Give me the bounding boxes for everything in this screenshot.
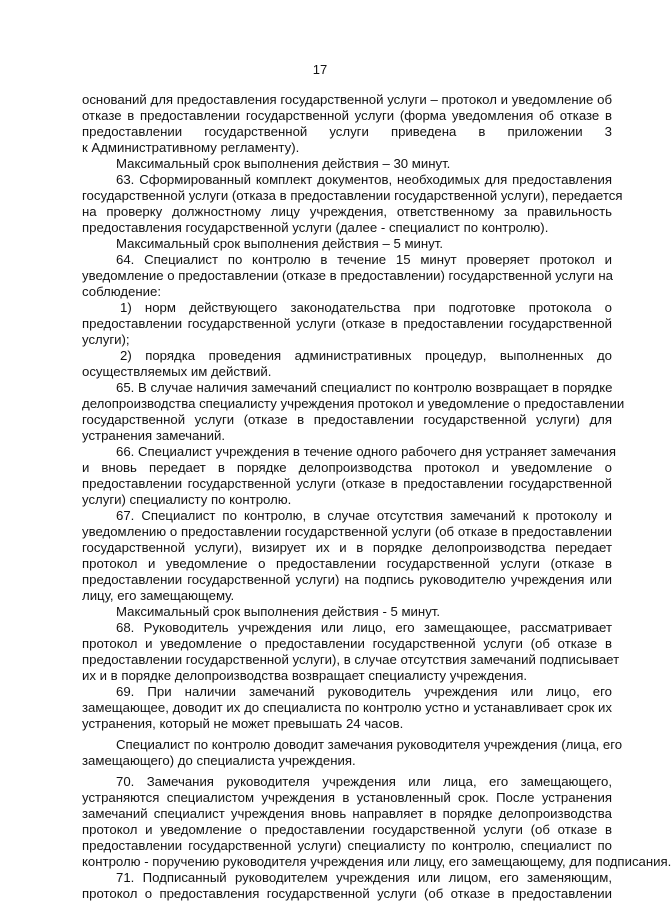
text-line: Максимальный срок выполнения действия - 5 минут. xyxy=(116,604,441,619)
text-line: замечаний специалист учреждения вновь направляет в порядке делопроизводства xyxy=(82,806,612,821)
text-line: осуществляемых им действий. xyxy=(82,364,272,379)
text-line: 70. Замечания руководителя учреждения или лица, его замещающего, xyxy=(116,774,612,789)
text-line: и вновь передает в порядке делопроизводства протокол и уведомление о xyxy=(82,460,612,475)
document-body xyxy=(82,92,671,902)
text-line: предоставлении государственной услуги (отказе в предоставлении государственной xyxy=(82,316,612,331)
text-line: предоставлении государственной услуги), в случае отсутствия замечаний подписывает xyxy=(82,652,620,667)
text-line: контролю - поручению руководителя учреждения или лицу, его замещающему, для подписания. xyxy=(82,854,671,869)
text-line: лицу, его замещающему. xyxy=(82,588,235,603)
text-line: уведомление о предоставлении (отказе в предоставлении) государственной услуги на xyxy=(82,268,614,283)
page-number: 17 xyxy=(312,62,328,77)
text-line: 66. Специалист учреждения в течение одного рабочего дня устраняет замечания xyxy=(116,444,616,459)
text-line: устранения замечаний. xyxy=(82,428,226,443)
text-line: отказе в предоставлении государственной услуги (форма уведомления об отказе в xyxy=(82,108,612,123)
text-line: протокол и уведомление о предоставлении государственной услуги (об отказе в xyxy=(82,822,612,837)
text-line: протокол и уведомление о предоставлении государственной услуги (об отказе в xyxy=(82,636,612,651)
text-line: предоставлении государственной услуги) на подпись руководителю учреждения или xyxy=(82,572,612,587)
text-line: Максимальный срок выполнения действия – 30 минут. xyxy=(116,156,451,171)
text-line: протокол и уведомление о предоставлении государственной услуги (отказе в xyxy=(82,556,612,571)
text-line: государственной услуги), визирует их и в порядке делопроизводства передает xyxy=(82,540,612,555)
text-line: делопроизводства специалисту учреждения протокол и уведомление о предоставлении xyxy=(82,396,625,411)
text-line: услуги); xyxy=(82,332,130,347)
text-line: на проверку должностному лицу учреждения, ответственному за правильность xyxy=(82,204,612,219)
text-line: Специалист по контролю доводит замечания руководителя учреждения (лица, его xyxy=(116,737,623,752)
text-line: устраняются специалистом учреждения в установленный срок. После устранения xyxy=(82,790,612,805)
text-line: протокол о предоставления государственной услуги (об отказе в предоставлении xyxy=(82,886,612,901)
text-line: 64. Специалист по контролю в течение 15 минут проверяет протокол и xyxy=(116,252,612,267)
text-line: оснований для предоставления государственной услуги – протокол и уведомление об xyxy=(82,92,612,107)
text-line: 65. В случае наличия замечаний специалист по контролю возвращает в порядке xyxy=(116,380,613,395)
text-line: предоставления государственной услуги (далее - специалист по контролю). xyxy=(82,220,549,235)
text-line: 1) норм действующего законодательства при подготовке протокола о xyxy=(120,300,612,315)
text-line: Максимальный срок выполнения действия – 5 минут. xyxy=(116,236,443,251)
text-line: государственной услуги (отказе в предоставлении государственной услуги) для xyxy=(82,412,612,427)
text-line: предоставлении государственной услуги приведена в приложении 3 xyxy=(82,124,612,139)
text-line: предоставлении государственной услуги) специалисту по контролю, специалист по xyxy=(82,838,612,853)
text-line: замещающего) до специалиста учреждения. xyxy=(82,753,356,768)
text-line: 67. Специалист по контролю, в случае отсутствия замечаний к протоколу и xyxy=(116,508,612,523)
text-line: 71. Подписанный руководителем учреждения или лицом, его заменяющим, xyxy=(116,870,612,885)
text-line: соблюдение: xyxy=(82,284,162,299)
text-line: к Административному регламенту). xyxy=(82,140,300,155)
text-line: 63. Сформированный комплект документов, необходимых для предоставления xyxy=(116,172,612,187)
text-line: уведомлению о предоставлении государственной услуги (об отказе в предоставлении xyxy=(82,524,612,539)
text-line: государственной услуги (отказа в предоставлении государственной услуги), передается xyxy=(82,188,623,203)
text-line: 69. При наличии замечаний руководитель учреждения или лицо, его xyxy=(116,684,612,699)
text-line: 68. Руководитель учреждения или лицо, его замещающее, рассматривает xyxy=(116,620,612,635)
text-line: замещающее, доводит их до специалиста по контролю устно и устанавливает срок их xyxy=(82,700,612,715)
text-line: их и в порядке делопроизводства возвращает специалисту учреждения. xyxy=(82,668,528,683)
text-line: услуги) специалисту по контролю. xyxy=(82,492,292,507)
text-line: 2) порядка проведения административных процедур, выполненных до xyxy=(120,348,612,363)
text-line: устранения, который не может превышать 24 часов. xyxy=(82,716,404,731)
text-line: предоставлении государственной услуги (отказе в предоставлении государственной xyxy=(82,476,612,491)
